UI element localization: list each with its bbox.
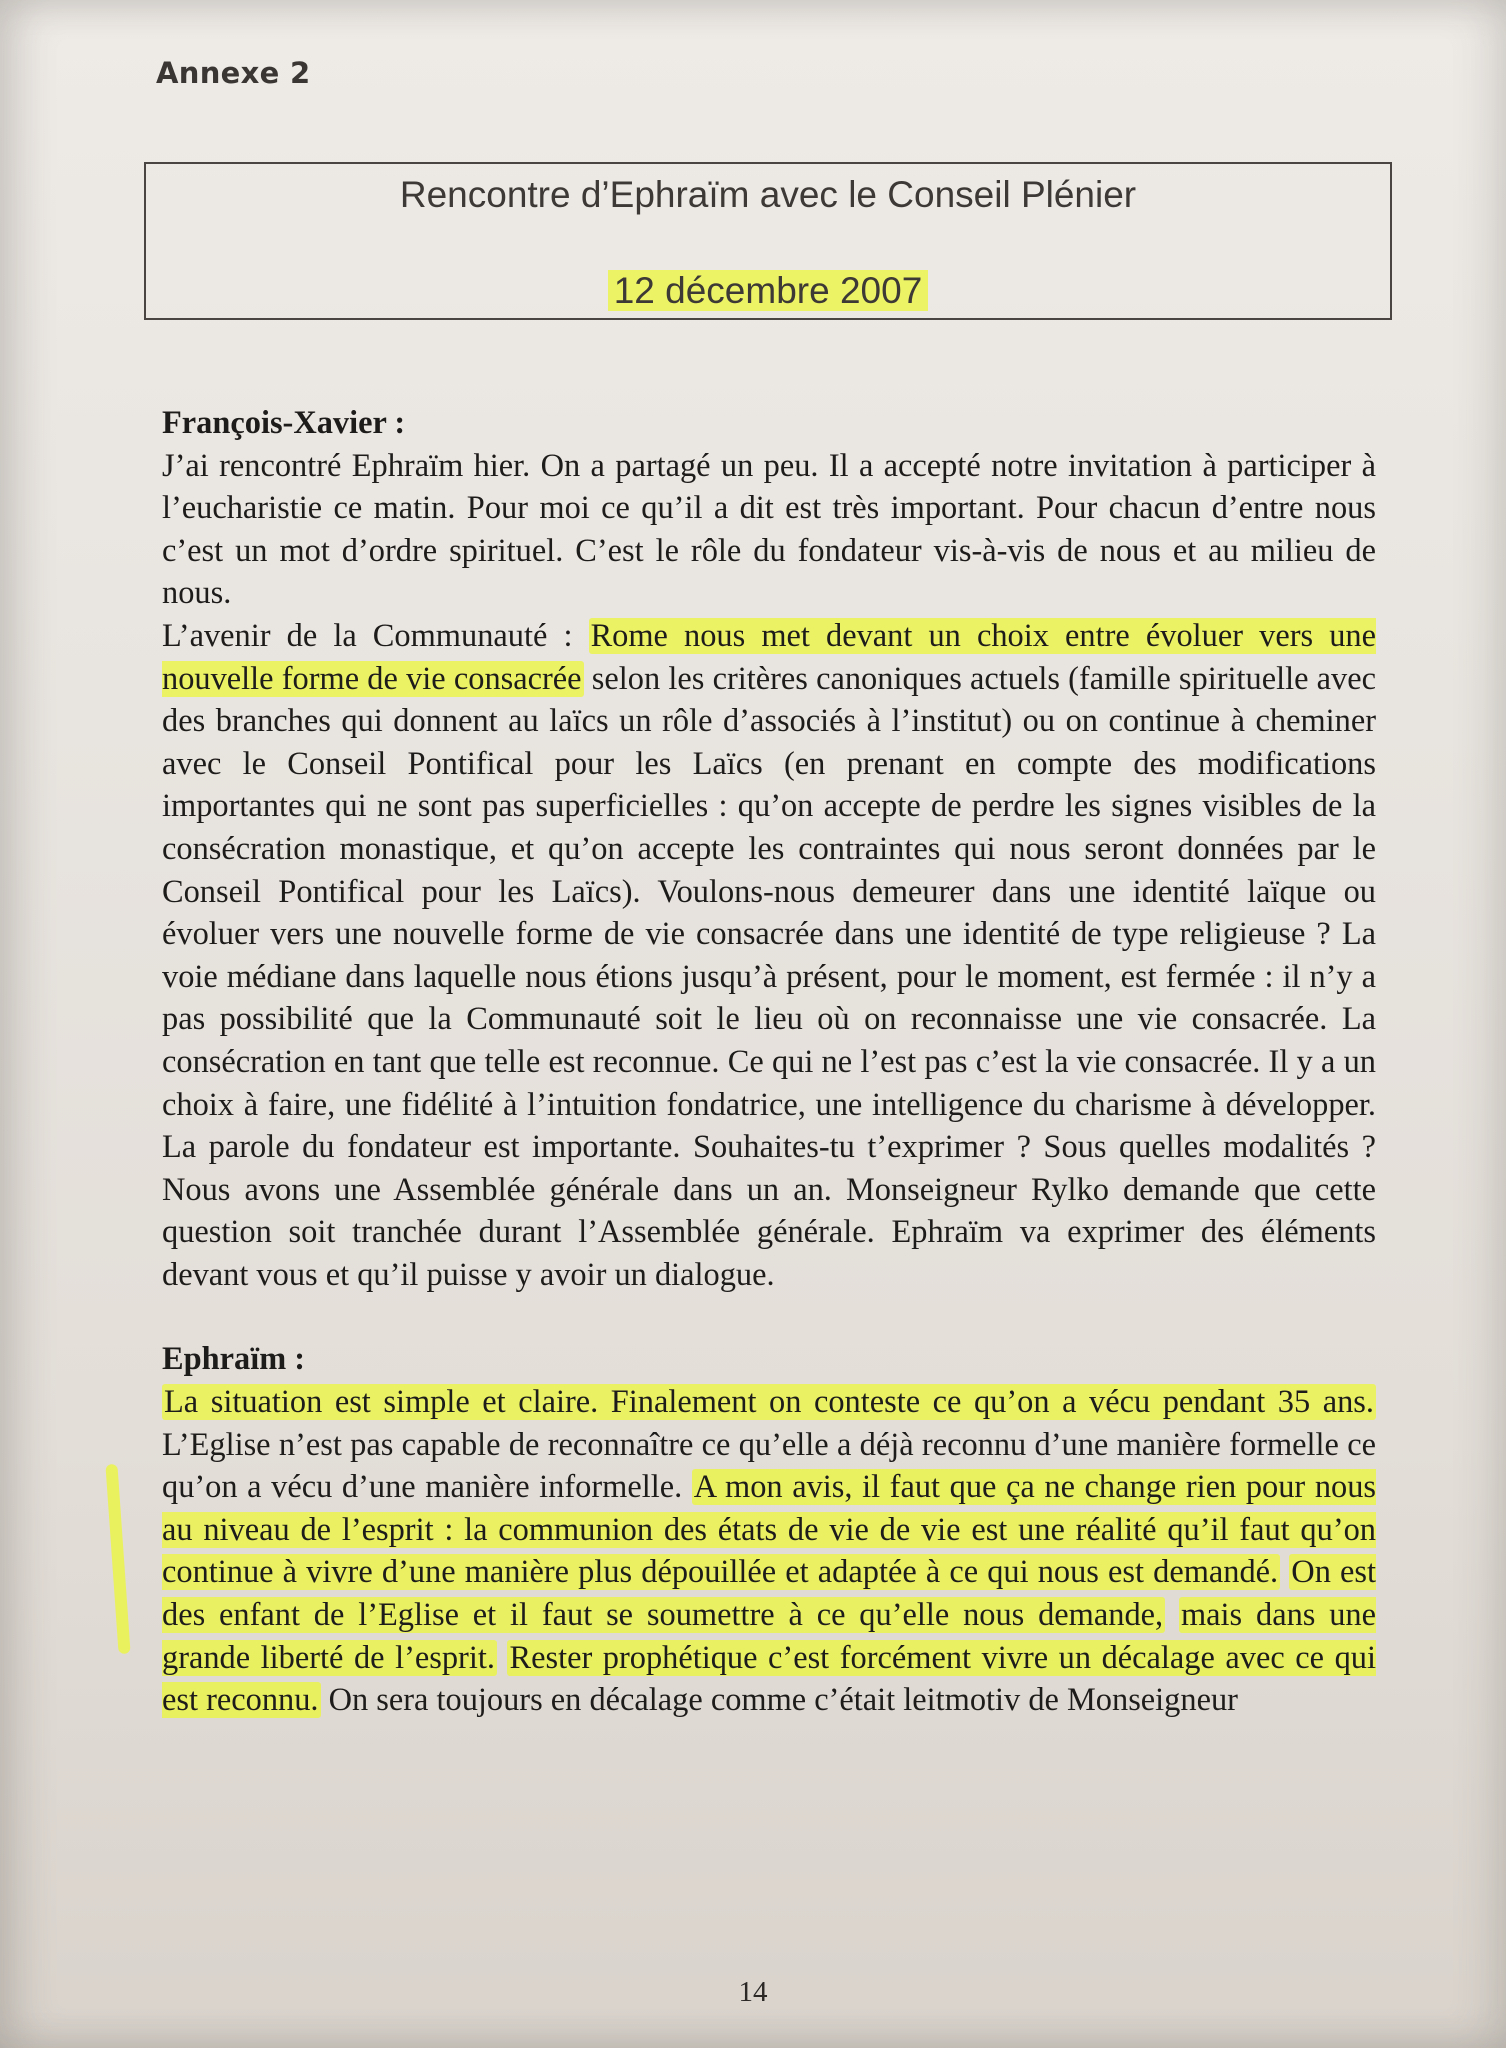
document-date: [146, 270, 1390, 312]
margin-highlight-mark: [105, 1464, 130, 1654]
highlighted-text: On est des enfant de l’Eglise et il faut se soumettre à ce qu’elle nous demande,: [162, 1554, 1376, 1634]
paragraph-gap: [162, 1296, 1376, 1338]
page-number: 14: [738, 1976, 768, 2008]
speaker-name-ephraim: Ephraïm :: [162, 1341, 306, 1378]
paragraph-text: L’avenir de la Communauté :: [162, 617, 589, 654]
paragraph-ephraim: [162, 1381, 1376, 1722]
highlighted-text: La situation est simple et claire. Finalement on conteste ce qu’on a vécu pendant 35 ans.: [164, 1384, 1374, 1421]
paragraph-text: L’Eglise n’est pas capable de reconnaître ce qu’elle a déjà reconnu d’une manière formelle ce qu’on a vécu d’une manière informelle.: [162, 1426, 1376, 1506]
document-title: Rencontre d’Ephraïm avec le Conseil Plénier: [399, 174, 1137, 215]
highlighted-text: A mon avis, il faut que ça ne change rien pour nous au niveau de l’esprit : la communion des états de vie de vie est une réalité qu’il faut qu’on continue à vivre d’une manière plus dépouillée et adaptée à ce qui nous est demandé.: [162, 1469, 1377, 1591]
paragraph-text: [1165, 1597, 1179, 1633]
paragraph-text: [1280, 1554, 1289, 1590]
highlighted-text: Rester prophétique c’est forcément vivre un décalage avec ce qui est reconnu.: [162, 1639, 1376, 1719]
paragraph-text: On sera toujours en décalage comme c’était leitmotiv de Monseigneur: [320, 1682, 1238, 1719]
paragraph-francois-xavier-2: [162, 615, 1376, 1297]
document-date-highlighted: 12 décembre 2007: [608, 270, 929, 311]
paragraph-text: selon les critères canoniques actuels (famille spirituelle avec des branches qui donnent au laïcs un rôle d’associés à l’institut) ou on continue à cheminer avec le Conseil Pontifical pour les Laïcs (en prenant en compte des modifications importantes qui ne sont pas superficielles : qu’on accepte de perdre les signes visibles de la consécration monastique, et qu’on accepte les contraintes qui nous seront données par le Conseil Pontifical pour les Laïcs). Voulons-nous demeurer dans une identité laïque ou évoluer vers une nouvelle forme de vie consacrée dans une identité de type religieuse ? La voie médiane dans laquelle nous étions jusqu’à présent, pour le moment, est fermée : il n’y a pas possibilité que la Communauté soit le lieu où on reconnaisse une vie consacrée. La consécration en tant que telle est reconnue. Ce qui ne l’est pas c’est la vie consacrée. Il y a un choix à faire, une fidélité à l’intuition fondatrice, une intelligence du charisme à développer. La parole du fondateur est importante. Souhaites-tu t’exprimer ? Sous quelles modalités ? Nous avons une Assemblée générale dans un an. Monseigneur Rylko demande que cette question soit tranchée durant l’Assemblée générale. Ephraïm va exprimer des éléments devant vous et qu’il puisse y avoir un dialogue.: [162, 660, 1376, 1293]
paragraph-text: [497, 1640, 508, 1676]
highlighted-text: mais dans une grande liberté de l’esprit.: [162, 1597, 1376, 1676]
document-body: [162, 402, 1376, 1722]
paragraph-francois-xavier-1: J’ai rencontré Ephraïm hier. On a partagé un peu. Il a accepté notre invitation à participer à l’eucharistie ce matin. Pour moi ce qu’il a dit est très important. Pour chacun d’entre nous c’est un mot d’ordre spirituel. C’est le rôle du fondateur vis-à-vis de nous et au milieu de nous.: [162, 447, 1376, 612]
highlighted-text: Rome nous met devant un choix entre évoluer vers une nouvelle forme de vie consacrée: [162, 617, 1376, 697]
speaker-name-francois-xavier: François-Xavier :: [162, 405, 406, 441]
annexe-label: Annexe 2: [156, 56, 311, 90]
title-box: [144, 162, 1392, 320]
